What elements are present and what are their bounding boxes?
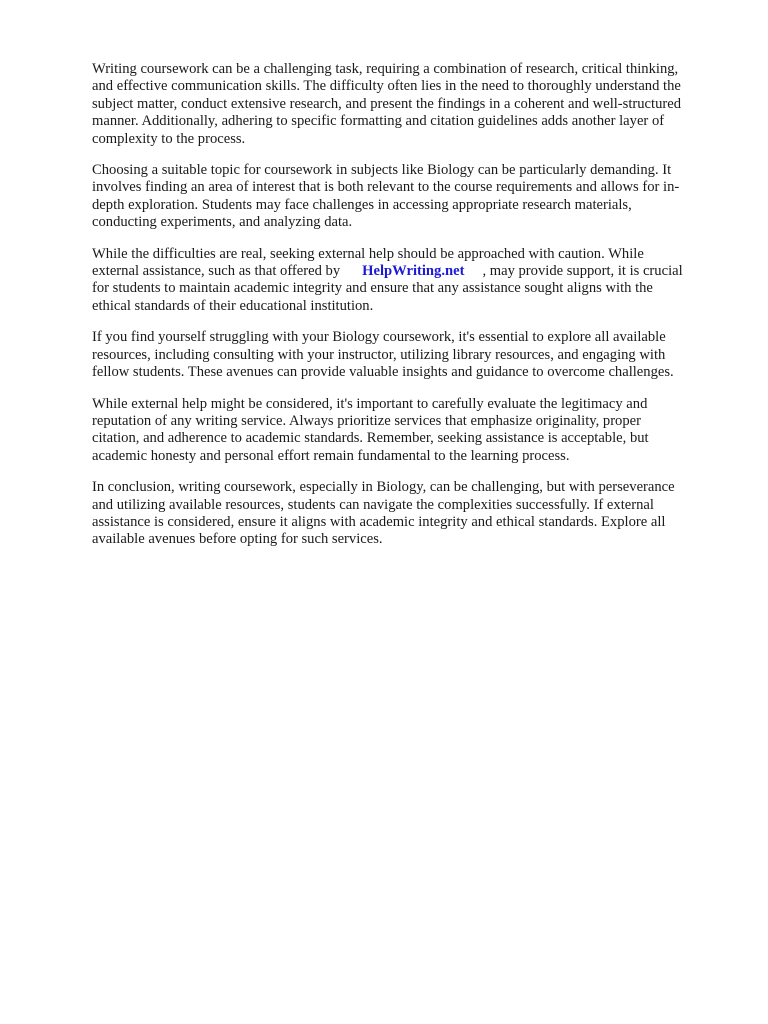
paragraph-1 [92, 61, 722, 148]
paragraph-4 [92, 329, 722, 381]
text-line: complexity to the process. [92, 130, 246, 147]
paragraph-6 [92, 479, 722, 549]
helpwriting-link[interactable]: HelpWriting.net [362, 263, 465, 280]
paragraph-3 [92, 246, 722, 316]
paragraph-2 [92, 162, 722, 232]
text-line: manner. Additionally, adhering to specific formatting and citation guidelines adds another layer of [92, 113, 665, 130]
text-line: fellow students. These avenues can provide valuable insights and guidance to overcome challenges. [92, 364, 674, 381]
text-line: assistance is considered, ensure it aligns with academic integrity and ethical standards. Explore all [92, 513, 666, 530]
text-line: involves finding an area of interest that is both relevant to the course requirements and allows for in- [92, 179, 680, 196]
text-line: available avenues before opting for such services. [92, 531, 383, 548]
paragraph-5 [92, 396, 722, 466]
text-line: While external help might be considered, it's important to carefully evaluate the legitimacy and [92, 395, 648, 412]
text-line: and effective communication skills. The difficulty often lies in the need to thoroughly understand the [92, 78, 681, 95]
text-line: academic honesty and personal effort remain fundamental to the learning process. [92, 447, 570, 464]
text-line: resources, including consulting with your instructor, utilizing library resources, and engaging with [92, 346, 666, 363]
text-line: conducting experiments, and analyzing data. [92, 214, 353, 231]
text-line: If you find yourself struggling with your Biology coursework, it's essential to explore all available [92, 329, 666, 346]
text-line: ethical standards of their educational institution. [92, 297, 374, 314]
text-line: subject matter, conduct extensive research, and present the findings in a coherent and well-structured [92, 95, 682, 112]
text-line: reputation of any writing service. Always prioritize services that emphasize originality, proper [92, 412, 641, 429]
text-line: In conclusion, writing coursework, especially in Biology, can be challenging, but with perseverance [92, 479, 675, 496]
text-fragment: external assistance, such as that offered by [92, 263, 341, 280]
text-line: for students to maintain academic integrity and ensure that any assistance sought aligns with the [92, 280, 653, 297]
text-line: Choosing a suitable topic for coursework in subjects like Biology can be particularly demanding. It [92, 162, 672, 179]
document-body [92, 61, 722, 563]
text-fragment: , may provide support, it is crucial [482, 263, 683, 280]
text-line: depth exploration. Students may face challenges in accessing appropriate research materials, [92, 196, 632, 213]
text-line: citation, and adherence to academic standards. Remember, seeking assistance is acceptable, but [92, 430, 649, 447]
text-line-with-link [92, 263, 722, 280]
text-line: and utilizing available resources, students can navigate the complexities successfully. If external [92, 496, 654, 513]
text-line: While the difficulties are real, seeking external help should be approached with caution. While [92, 245, 644, 262]
text-line: Writing coursework can be a challenging task, requiring a combination of research, critical thinking, [92, 61, 679, 77]
